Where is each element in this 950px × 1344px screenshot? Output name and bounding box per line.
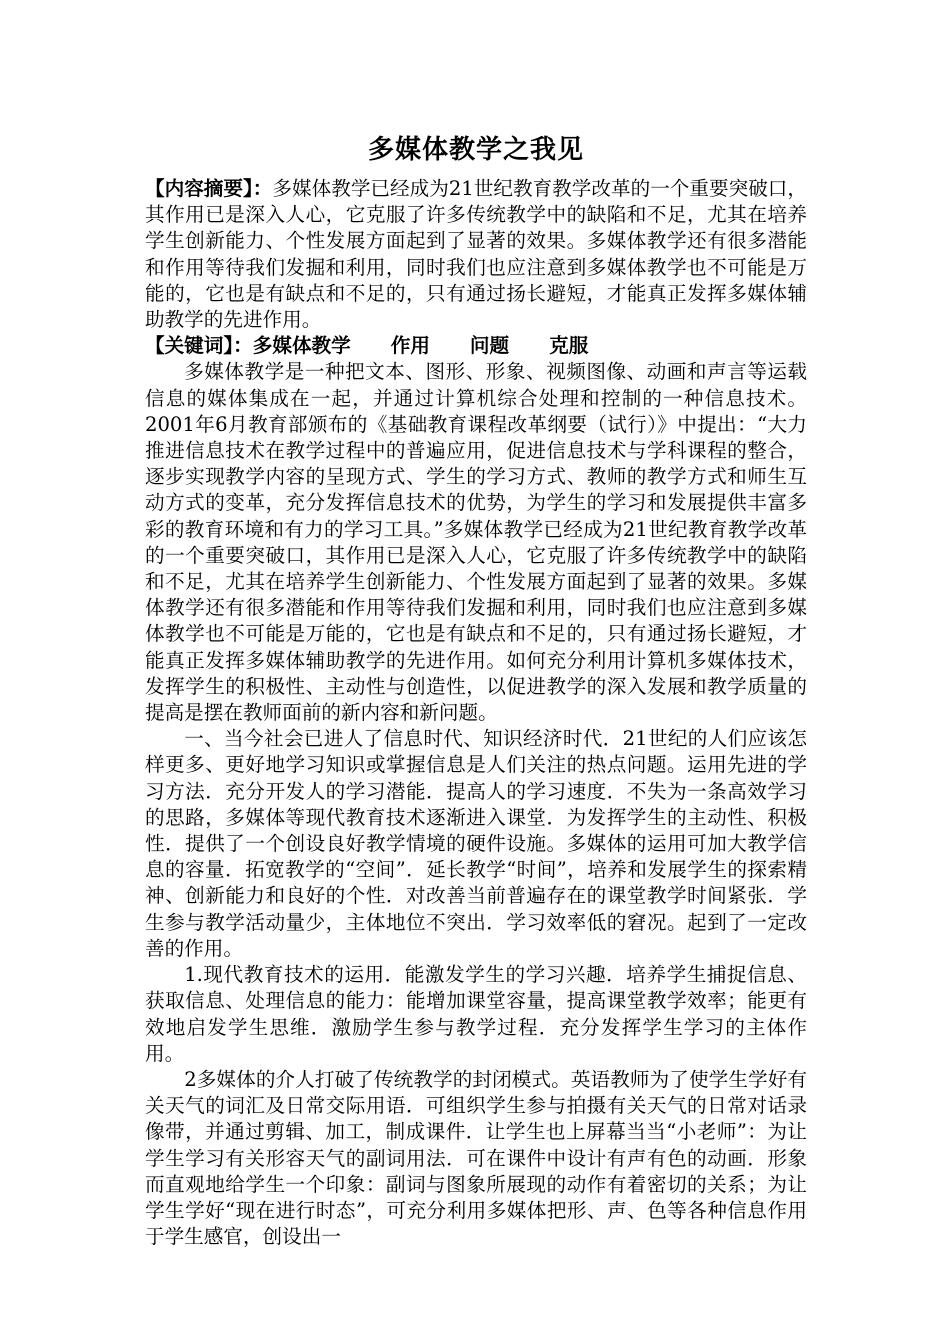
keywords-label: 【关键词】： [145, 334, 253, 358]
body-paragraph: 多媒体教学是一种把文本、图形、形象、视频图像、动画和声言等运载信息的媒体集成在一起，并通过计算机综合处理和控制的一种信息技术。2001年6月教育部颁布的《基础教育课程改革纲要（试行）》中提出：“大力推进信息技术在教学过程中的普遍应用，促进信息技术与学科课程的整合，逐步实现教学内容的呈现方式、学生的学习方式、教师的教学方式和师生互动方式的变革，充分发挥信息技术的优势，为学生的学习和发展提供丰富多彩的教育环境和有力的学习工具。”多媒体教学已经成为21世纪教育教学改革的一个重要突破口，其作用已是深入人心，它克服了许多传统教学中的缺陷和不足，尤其在培养学生创新能力、个性发展方面起到了显著的效果。多媒体教学还有很多潜能和作用等待我们发掘和利用，同时我们也应注意到多媒体教学也不可能是万能的，它也是有缺点和不足的，只有通过扬长避短，才能真正发挥多媒体辅助教学的先进作用。如何充分利用计算机多媒体技术，发挥学生的积极性、主动性与创造性，以促进教学的深入发展和教学质量的提高是摆在教师面前的新内容和新问题。 [145, 360, 807, 725]
keyword-item: 克服 [549, 334, 589, 358]
abstract [145, 176, 807, 333]
keyword-item: 多媒体教学 [252, 334, 351, 358]
abstract-label: 【内容摘要】： [145, 177, 273, 200]
keyword-item: 作用 [390, 334, 430, 358]
document-page [145, 128, 807, 1250]
keyword-item: 问题 [469, 334, 510, 358]
abstract-text: 多媒体教学已经成为21世纪教育教学改革的一个重要突破口，其作用已是深入人心，它克服了许多传统教学中的缺陷和不足，尤其在培养学生创新能力、个性发展方面起到了显著的效果。多媒体教学还有很多潜能和作用等待我们发掘和利用，同时我们也应注意到多媒体教学也不可能是万能的，它也是有缺点和不足的，只有通过扬长避短，才能真正发挥多媒体辅助教学的先进作用。 [145, 177, 808, 332]
body-paragraph: 一、当今社会已进人了信息时代、知识经济时代．21世纪的人们应该怎样更多、更好地学习知识或掌握信息是人们关注的热点问题。运用先进的学习方法．充分开发人的学习潜能．提高人的学习速度．不失为一条高效学习的思路，多媒体等现代教育技术逐渐进入课堂．为发挥学生的主动性、积极性．提供了一个创设良好教学情境的硬件设施。多媒体的运用可加大教学信息的容量．拓宽教学的“空间”．延长教学“时间”，培养和发展学生的探索精神、创新能力和良好的个性．对改善当前普遍存在的课堂教学时间紧张．学生参与教学活动量少，主体地位不突出．学习效率低的窘况。起到了一定改善的作用。 [145, 727, 807, 960]
body-paragraph: 1.现代教育技术的运用．能激发学生的学习兴趣．培养学生捕捉信息、获取信息、处理信息的能力：能增加课堂容量，提高课堂教学效率；能更有效地启发学生思维．激励学生参与教学过程．充分发挥学生学习的主体作用。 [145, 963, 807, 1065]
body-paragraph: 2多媒体的介人打破了传统教学的封闭模式。英语教师为了使学生学好有关天气的词汇及日常交际用语．可组织学生参与拍摄有关天气的日常对话录像带，并通过剪辑、加工，制成课件．让学生也上屏幕当当“小老师”：为让学生学习有关形容天气的副词用法．可在课件中设计有声有色的动画．形象而直观地给学生一个印象：副词与图象所展现的动作有着密切的关系；为让学生学好“现在进行时态”，可充分利用多媒体把形、声、色等各种信息作用于学生感官，创设出一 [145, 1067, 807, 1249]
keywords [145, 333, 807, 359]
document-title: 多媒体教学之我见 [367, 135, 584, 165]
